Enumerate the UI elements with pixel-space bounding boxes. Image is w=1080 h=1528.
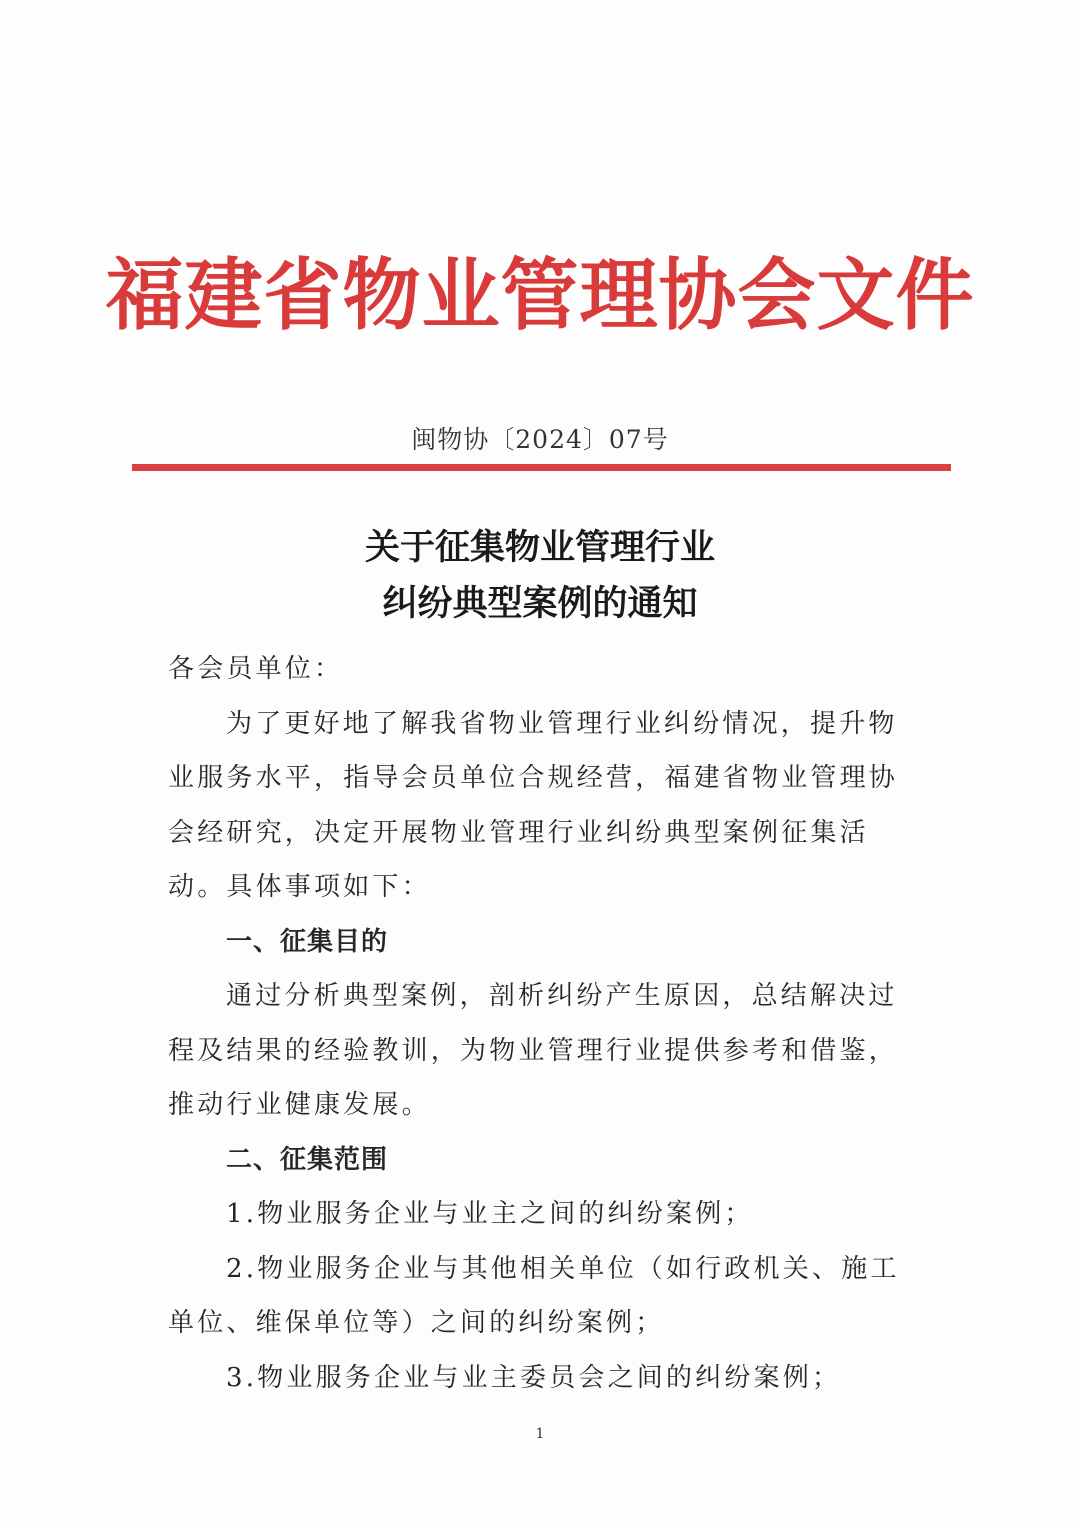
notice-body <box>168 642 912 1405</box>
masthead-title: 福建省物业管理协会文件 <box>105 250 975 341</box>
scope-item-2: 2.物业服务企业与其他相关单位（如行政机关、施工单位、维保单位等）之间的纠纷案例； <box>168 1253 900 1338</box>
scope-item-1: 1.物业服务企业与业主之间的纠纷案例； <box>226 1199 754 1229</box>
notice-title-line-2: 纠纷典型案例的通知 <box>382 584 698 624</box>
intro-paragraph: 为了更好地了解我省物业管理行业纠纷情况，提升物业服务水平，指导会员单位合规经营，福建省物业管理协会经研究，决定开展物业管理行业纠纷典型案例征集活动。具体事项如下： <box>168 708 899 902</box>
section-1-heading: 一、征集目的 <box>226 926 389 957</box>
scope-item-3: 3.物业服务企业与业主委员会之间的纠纷案例； <box>226 1362 842 1393</box>
salutation: 各会员单位： <box>168 654 344 684</box>
notice-title-line-1: 关于征集物业管理行业 <box>364 528 715 568</box>
section-2-heading: 二、征集范围 <box>226 1144 389 1175</box>
red-divider-line <box>132 464 951 471</box>
section-1-paragraph: 通过分析典型案例，剖析纠纷产生原因，总结解决过程及结果的经验教训，为物业管理行业提供参考和借鉴，推动行业健康发展。 <box>168 981 899 1120</box>
document-number: 闽物协〔2024〕07号 <box>411 425 669 454</box>
notice-title <box>0 520 1080 632</box>
page-number: 1 <box>535 1426 545 1442</box>
